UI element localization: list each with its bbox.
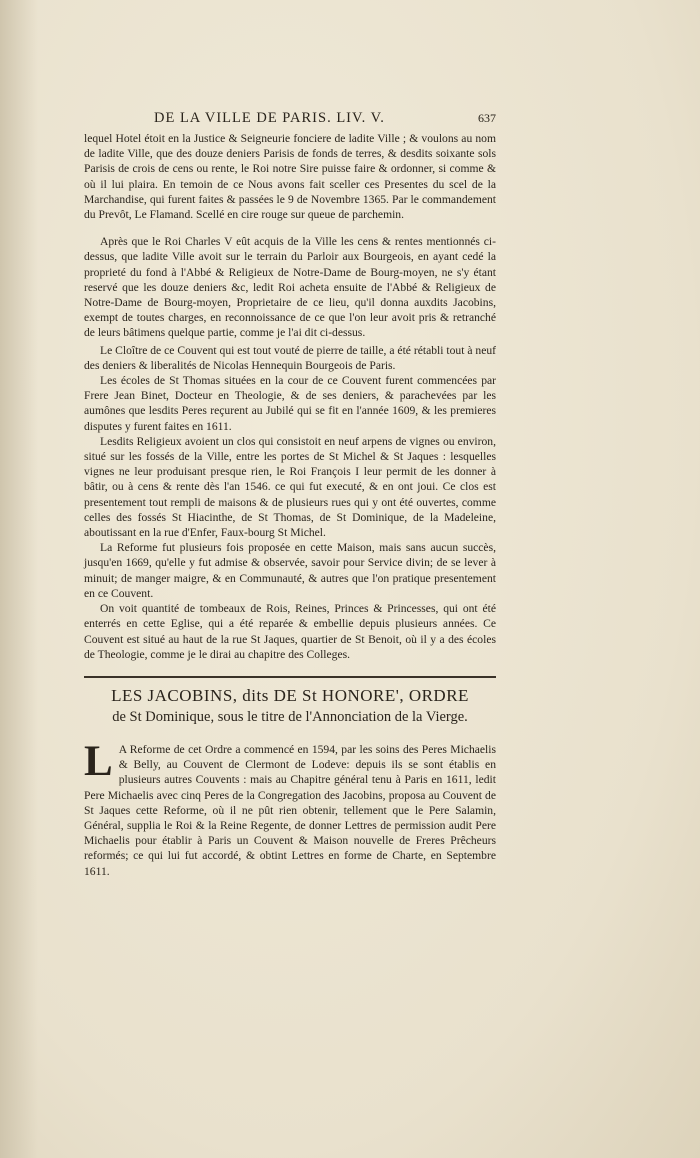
section-subtitle: de St Dominique, sous le titre de l'Annonciation de la Vierge. xyxy=(112,708,468,725)
paragraph-2: Après que le Roi Charles V eût acquis de la Ville les cens & rentes mentionnés ci-dessus, que ladite Ville avoit sur le terrain du Parloir aux Bourgeois, en ayant cedé la proprieté du fond à l'Abbé & Religieux de Notre-Dame de Bourg-moyen, ne s'y étant reservé que les douze deniers &c, ledit Roi acheta ensuite de l'Abbé & Religieux de Notre-Dame de Bourg-moyen, Proprietaire de ce lieu, qu'il donna auxdits Jacobins, exempt de toutes charges, en reconnoissance de ce que l'on leur avoit pris & retranché de leurs bâtimens quelque partie, comme je l'ai dit ci-dessus. xyxy=(84,235,496,340)
paragraph-4: Les écoles de St Thomas situées en la cour de ce Couvent furent commencées par Frere Jean Binet, Docteur en Theologie, & de ses deniers, & parachevées par les aumônes que lesdits Peres reçurent au Jubilé qui se fit en l'année 1609, & les premieres disputes y furent faites en 1611. xyxy=(84,374,496,433)
paragraph-3: Le Cloître de ce Couvent qui est tout vouté de pierre de taille, a été rétabli tout à neuf des deniers & liberalités de Nicolas Hennequin Bourgeois de Paris. xyxy=(84,343,496,372)
paragraph-1: lequel Hotel étoit en la Justice & Seigneurie fonciere de ladite Ville ; & voulons au nom de ladite Ville, que des douze deniers Parisis de fonds de terres, & desdits soixante sols Parisis de crois de cens ou rente, le Roi notre Sire puisse faire & ordonner, si comme & où il lui plaira. En temoin de ce Nous avons fait sceller ces Presentes du scel de la Marchandise, qui furent faites & passées le 9 de Novembre 1365. Par le commandement du Prevôt, Le Flamand. Scellé en cire rouge sur queue de parchemin. xyxy=(84,132,496,222)
section-paragraph xyxy=(84,737,496,879)
section-divider xyxy=(84,676,496,678)
page-gutter-shadow xyxy=(0,0,38,1158)
paragraph-5: Lesdits Religieux avoient un clos qui consistoit en neuf arpens de vignes ou environ, situé sur les fossés de la Ville, entre les portes de St Michel & St Jaques : lesquelles vignes ne leur produisant presque rien, le Roi François I leur permit de les donner à bâtir, ou à cens & rente dès l'an 1546. ce qui fut executé, & en ont joui. Ce clos est presentement tout rempli de maisons & de plusieurs rues qui y ont été ouvertes, comme celles des fossés St Hiacinthe, de St Thomas, de St Dominique, de la Madeleine, aboutissant en la rue d'Enfer, Faux-bourg St Michel. xyxy=(84,434,496,540)
paragraph-7: On voit quantité de tombeaux de Rois, Reines, Princes & Princesses, qui ont été enterrés en cette Eglise, qui a été reparée & embellie depuis plusieurs années. Ce Couvent est situé au haut de la rue St Jaques, quartier de St Benoit, où il y a des écoles de Theologie, comme je le dirai au chapitre des Colleges. xyxy=(84,602,496,661)
section-paragraph-text: A Reforme de cet Ordre a commencé en 1594, par les soins des Peres Michaelis & Belly, au Couvent de Clermont de Lodeve: depuis ils se sont établis en plusieurs autres Couvents : mais au Chapitre général tenu à Paris en 1611, ledit Pere Michaelis avec cinq Peres de la Congregation des Jacobins, proposa au Couvent de St Jaques cette Reforme, où il ne pût rien obtenir, tellement que le Pere Salamin, Général, supplia le Roi & la Reine Regente, de donner Lettres de permission audit Pere Michaelis pour établir à Paris un Couvent & Maison nouvelle de Freres Prêcheurs reformés; ce qui lui fut accordé, & obtint Lettres en forme de Charte, en Septembre 1611. xyxy=(84,742,496,878)
section-title: LES JACOBINS, dits DE St HONORE', ORDRE xyxy=(111,685,469,705)
drop-cap: L xyxy=(84,737,113,785)
running-head xyxy=(154,110,496,127)
page-number: 637 xyxy=(478,111,496,125)
paragraph-6: La Reforme fut plusieurs fois proposée en cette Maison, mais sans aucun succès, jusqu'en 1669, qu'elle y fut admise & observée, savoir pour Service divin; de se lever à minuit; de manger maigre, & en Communauté, & autres que l'on pratique presentement en ce Couvent. xyxy=(84,541,496,600)
text-column xyxy=(84,110,496,879)
running-title: DE LA VILLE DE PARIS. LIV. V. xyxy=(154,110,385,126)
